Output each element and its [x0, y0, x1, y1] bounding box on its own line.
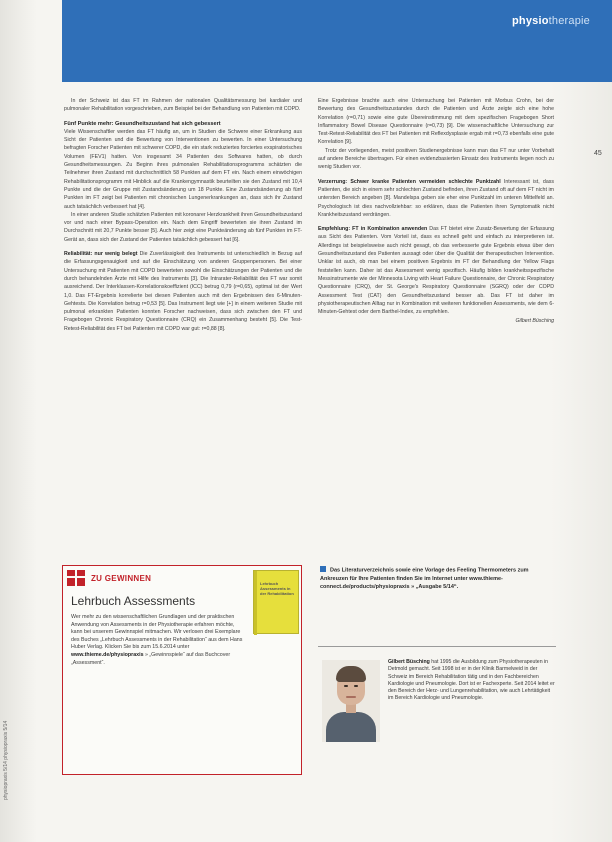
- reliability-paragraph: [64, 250, 302, 333]
- giveaway-title: Lehrbuch Assessments: [71, 594, 196, 608]
- body-paragraph: Trotz der vorliegenden, meist positiven Studienergebnisse kann man das FT nur unter Vorbehalt auf andere Bereiche übertragen. Für einen evidenzbasierten Einsatz des Instruments liegen noch zu wenig Studien vor.: [318, 147, 554, 171]
- run-in-heading: Reliabilität: nur wenig belegt: [64, 251, 138, 258]
- page-number: 45: [594, 150, 602, 157]
- side-margin-line1: physiopraxis 5/14: [3, 761, 9, 800]
- side-margin-text: [3, 640, 17, 800]
- intro-paragraph: In der Schweiz ist das FT im Rahmen der nationalen Qualitätsmessung bei kardialer und pulmonaler Rehabilitation vorgeschrieben, zum Beispiel bei der Behandlung von Patienten mit COPD.: [64, 98, 302, 113]
- brand-logo: [512, 15, 590, 27]
- header-band: [62, 0, 612, 82]
- book-cover-image: [253, 570, 299, 634]
- portrait-shirt: [326, 712, 376, 742]
- run-in-heading: Empfehlung: FT in Kombination anwenden: [318, 226, 428, 233]
- side-margin-line2: physiopraxis 5/14: [3, 720, 9, 760]
- notice-text: Das Literaturverzeichnis sowie eine Vorlage des Feeling Thermometers zum Ankreuzen für Ihre Patienten finden Sie im Internet unter: [320, 567, 529, 582]
- divider: [318, 646, 556, 647]
- giveaway-link[interactable]: www.thieme.de/physiopraxis: [71, 651, 144, 658]
- giveaway-text: Wer mehr zu den wissenschaftlichen Grundlagen und der praktischen Anwendung von Assessments in der Physiotherapie erfahren möchte, kann bei unserem Gewinnspiel mitmachen. Wir verlosen drei Exemplare des Buches „Lehrbuch Assessments in der Rehabilitation“ aus dem Hans Huber Verlag. Klicken Sie bis zum 15.6.2014 unter: [71, 614, 243, 651]
- notice-tail: » „Ausgabe 5/14“.: [411, 584, 459, 591]
- literature-notice: [320, 566, 556, 591]
- giveaway-box: [62, 565, 302, 775]
- portrait-mouth: [346, 696, 356, 698]
- giveaway-kicker: ZU GEWINNEN: [91, 574, 152, 583]
- bio-text: hat 1995 die Ausbildung zum Physiotherapeuten in Detmold gemacht. Seit 1998 ist er in der Klinik Barmelweid in der Schweiz im Bereich Rehabilitation tätig und in den Fachbereichen Kardiologie und Pneumologie. Dort ist er Fachexperte. Seit 2014 leitet er den Bereich der Herz- und Lungenrehabilitation, wie auch Lehrtätigkeit im Bereich Kardiologie und Pneumologie.: [388, 659, 555, 702]
- giveaway-text-tail: » „Gewinnspiele“ auf das Buchcover „Assessment“.: [71, 651, 231, 666]
- portrait-hair: [336, 666, 366, 682]
- portrait-eye: [354, 685, 358, 687]
- gift-icon: [67, 570, 85, 586]
- brand-accent: therapie: [548, 15, 590, 27]
- author-photo: [322, 660, 380, 742]
- giveaway-body: [71, 614, 243, 667]
- right-column: [318, 97, 554, 326]
- brand-main: physio: [511, 15, 549, 27]
- book-spine: [254, 571, 257, 635]
- run-in-heading: Verzerrung: Schwer kranke Patienten vermeiden schlechte Punktzahl: [318, 178, 501, 185]
- square-bullet-icon: [320, 566, 326, 572]
- body-text: Die Zuverlässigkeit des Instruments ist unterschiedlich in Bezug auf die Erfassungsgenauigkeit und auf die Einschätzung von anderen Gruppenpersonen. Bei einer Untersuchung mit Patienten mit COPD bewerteten sowohl die Einschätzungen der Patienten und die durch behandelnden Ärzte mit Hilfe des Instruments [3]. Die Intrarater-Reliabilität des FT war somit ausreichend. Der Interklassen-Korrelationskoeffizient (ICC) betrug 0,79 (r=0,65), optimal ist der Wert 1,0. Das FT-Ergebnis korrelierte bei diesen Patienten auch mit den Ergebnissen des 6-Minuten-Gehtests. Die Korrelation betrug r=0,53 [5]. Das Instrument liegt wie [+] in einem weiteren Studie mit pulmonal erkrankten Patienten konnten Forscher nachweisen, dass sich zwischen den FT und Fragebogen Chronic Respiratory Questionnaire (CRQ) ein Zusammenhang besteht [5]. Die Test-Retest-Reliabilität des FT bei Patienten mit COPD war gut: r=0,88 [8].: [64, 251, 302, 332]
- body-paragraph: In einer anderen Studie schätzten Patienten mit koronarer Herzkrankheit ihren Gesundheitszustand vor und nach einer Bypass-Operation ein. Nach dem Eingriff bewerteten sie ihren Zustand im Durchschnitt mit 20,7 Punkte besser [5]. Auch hier zeigt eine Punkteänderung ab fünf Punkten im FT-Gerät an, dass sich der Zustand der Patienten tatsächlich gebessert hat [6].: [64, 211, 302, 243]
- book-cover-title: Lehrbuch Assessments in der Rehabilitation: [260, 581, 294, 596]
- body-paragraph: Viele Wissenschaftler werden das FT häufig an, um in Studien die Schwere einer Erkrankung aus Sicht der Patienten und die Bewertung von Interventionen zu bewerten. In einer Untersuchung befragten Forscher Patienten mit schwerer COPD, die ein stark reduziertes forciertes exspiratorisches Volumen (FEV1) hatten. Von insgesamt 34 Patienten des Softwares hatten, ob durch Gesundheitsmessungen. Zu Beginn ihres pulmonalen Rehabilitationsprogramms schätzten die Teilnehmer ihren Zustand mit durchschnittlich 58 Punkten auf dem FT ein. Nach einem einwöchigen Rehabilitationsprogramm mit Hinblick auf die Krankengymnastik beurteilten sie den Zustand mit 10,4 Punkte und die der Gruppe mit Zustandsänderung um 18 Punkte. Eine Zustandsänderung ab fünf Punkten im FT zeigt bei Patienten mit chronischen Lungenerkrankungen an, dass sich ihr Zustand auch tatsächlich verbessert hat [4].: [64, 128, 302, 210]
- bias-paragraph: [318, 178, 554, 219]
- portrait-eye: [344, 685, 348, 687]
- author-signature: Gilbert Büsching: [515, 318, 554, 325]
- body-paragraph: Eine Ergebnisse brachte auch eine Untersuchung bei Patienten mit Morbus Crohn, bei der Bewertung des Gesundheitszustandes durch die Patienten und Ärzte zeigte sich eine hohe Korrelation (r=0,71) sowie eine gute Übereinstimmung mit dem spezifischen Fragebogen Short Inflammatory Bowel Disease Questionnaire (r=0,73) [9]. Die wissenschaftliche Untersuchung zur Test-Retest-Reliabilität des FT bei Patienten mit Reflexdysplasie ergab mit r=0,73 ebenfalls eine gute Korrelation [9].: [318, 98, 554, 146]
- left-column: [64, 97, 302, 333]
- body-text: Das FT bietet eine Zusatz-Bewertung der Erfassung aus Sicht des Patienten. Vom Vorteil ist, dass es schnell geht und einfach zu interpretieren ist. Allerdings ist beispielsweise auch nicht gesagt, ob das verbesserte gute Ergebnis etwas über den Gesundheitszustand des Patienten aussagt oder über die Qualität der therapeutischen Intervention. Unklar ist auch, ob man bei einem positiven Ergebnis im FT der Behandlung der Yellow Flags feststellen kann. Daher ist das Assessment wenig spezifisch. Häufig bilden krankheitsspezifische Messinstrumente wie der Minnesota Living with Heart Failure Questionnaire, der Chronic Respiratory Questionnaire (CRQ), der St. George's Respiratory Questionnaire (SGRQ) oder der COPD Assessment Test (CAT) den Gesundheitszustand besser ab. Das FT ist daher im physiotherapeutischen Alltag nur in Kombination mit weiteren funktionellen Assessments, wie dem 6-Minuten-Gehtest oder dem Barthel-Index, zu empfehlen.: [318, 226, 554, 316]
- author-bio: [388, 659, 556, 703]
- section-heading: Fünf Punkte mehr: Gesundheitszustand hat sich gebessert: [64, 120, 221, 127]
- body-text: Interessant ist, dass Patienten, die sich in einem sehr schlechten Zustand befinden, ihren Zustand oft auf dem FT nicht im untersten Bereich angeben [8]. Mandelspa geben sie eher eine Punktzahl im unteren Mittelfeld an. Psychologisch ist dies nachvollziehbar: so erklären, dass die Patienten ihren Symptomatik nicht Krankheitszustand verdrängen.: [318, 178, 554, 218]
- notice-link[interactable]: www.thieme-connect.de/products/physiopraxis: [320, 575, 503, 591]
- bio-name: Gilbert Büsching: [388, 659, 430, 665]
- recommendation-paragraph: [318, 225, 554, 316]
